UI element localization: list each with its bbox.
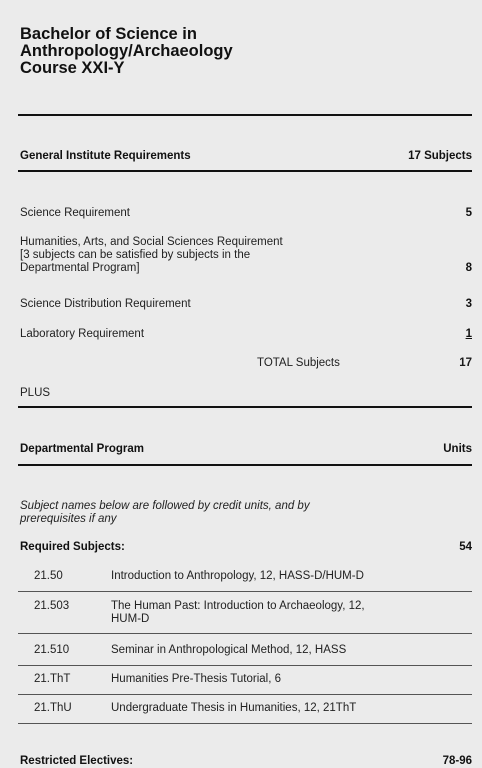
restricted-electives-header	[20, 755, 472, 767]
restricted-units: 78-96	[442, 755, 472, 767]
dept-units-heading: Units	[443, 443, 472, 455]
subject-code: 21.ThU	[34, 702, 72, 714]
title-line-3: Course XXI-Y	[20, 59, 125, 77]
subject-name-line: The Human Past: Introduction to Archaeology, 12,	[111, 600, 365, 612]
subject-code: 21.ThT	[34, 673, 71, 685]
subject-name-line: Undergraduate Thesis in Humanities, 12, 21ThT	[111, 702, 357, 714]
subject-name-line: HUM-D	[111, 613, 150, 625]
gir-row-value: 5	[465, 207, 472, 219]
gir-row-value: 1	[465, 328, 472, 340]
title-line-2: Anthropology/Archaeology	[20, 42, 233, 60]
subject-name	[111, 702, 473, 715]
gir-row-value: 3	[465, 298, 472, 310]
note-line: prerequisites if any	[20, 513, 117, 525]
gir-header	[20, 150, 472, 162]
gir-row-value: 8	[465, 262, 472, 274]
gir-row-laboratory	[20, 328, 472, 341]
plus-label: PLUS	[20, 387, 51, 399]
section-rule	[18, 114, 472, 116]
dept-note	[20, 500, 460, 526]
subject-separator	[18, 591, 472, 592]
gir-row-label: Laboratory Requirement	[20, 328, 145, 340]
gir-row-label-line: Departmental Program]	[20, 262, 140, 274]
subject-code: 21.50	[34, 570, 63, 582]
subject-separator	[18, 723, 472, 724]
subject-name	[111, 600, 473, 626]
subject-name	[111, 673, 473, 686]
required-units: 54	[459, 541, 472, 553]
gir-row-distribution	[20, 298, 472, 311]
total-value: 17	[459, 357, 472, 369]
section-rule	[18, 406, 472, 408]
subject-name	[111, 644, 473, 657]
subject-name-line: Introduction to Anthropology, 12, HASS-D/HUM-D	[111, 570, 364, 582]
subject-name-line: Seminar in Anthropological Method, 12, HASS	[111, 644, 347, 656]
subject-name-line: Humanities Pre-Thesis Tutorial, 6	[111, 673, 282, 685]
gir-heading: General Institute Requirements	[20, 150, 191, 162]
gir-row-label-line: Humanities, Arts, and Social Sciences Requirement	[20, 236, 283, 248]
subject-name	[111, 570, 473, 583]
gir-row-label: Science Distribution Requirement	[20, 298, 191, 310]
required-subjects-header	[20, 541, 472, 553]
required-label: Required Subjects:	[20, 541, 125, 553]
restricted-label: Restricted Electives:	[20, 755, 134, 767]
dept-rule	[18, 464, 472, 466]
gir-rule	[18, 170, 472, 172]
subject-code: 21.510	[34, 644, 70, 656]
gir-row-hass	[20, 236, 472, 275]
subject-separator	[18, 694, 472, 695]
dept-heading: Departmental Program	[20, 443, 144, 455]
degree-title	[20, 26, 233, 77]
gir-row-science	[20, 207, 472, 220]
gir-row-label: Science Requirement	[20, 207, 130, 219]
gir-row-label-line: [3 subjects can be satisfied by subjects in the	[20, 249, 251, 261]
note-line: Subject names below are followed by credit units, and by	[20, 500, 310, 512]
dept-header	[20, 443, 472, 455]
gir-count: 17 Subjects	[408, 150, 472, 162]
subject-code: 21.503	[34, 600, 70, 612]
subject-separator	[18, 665, 472, 666]
total-label: TOTAL Subjects	[257, 357, 340, 369]
title-line-1: Bachelor of Science in	[20, 25, 197, 43]
subject-separator	[18, 633, 472, 634]
